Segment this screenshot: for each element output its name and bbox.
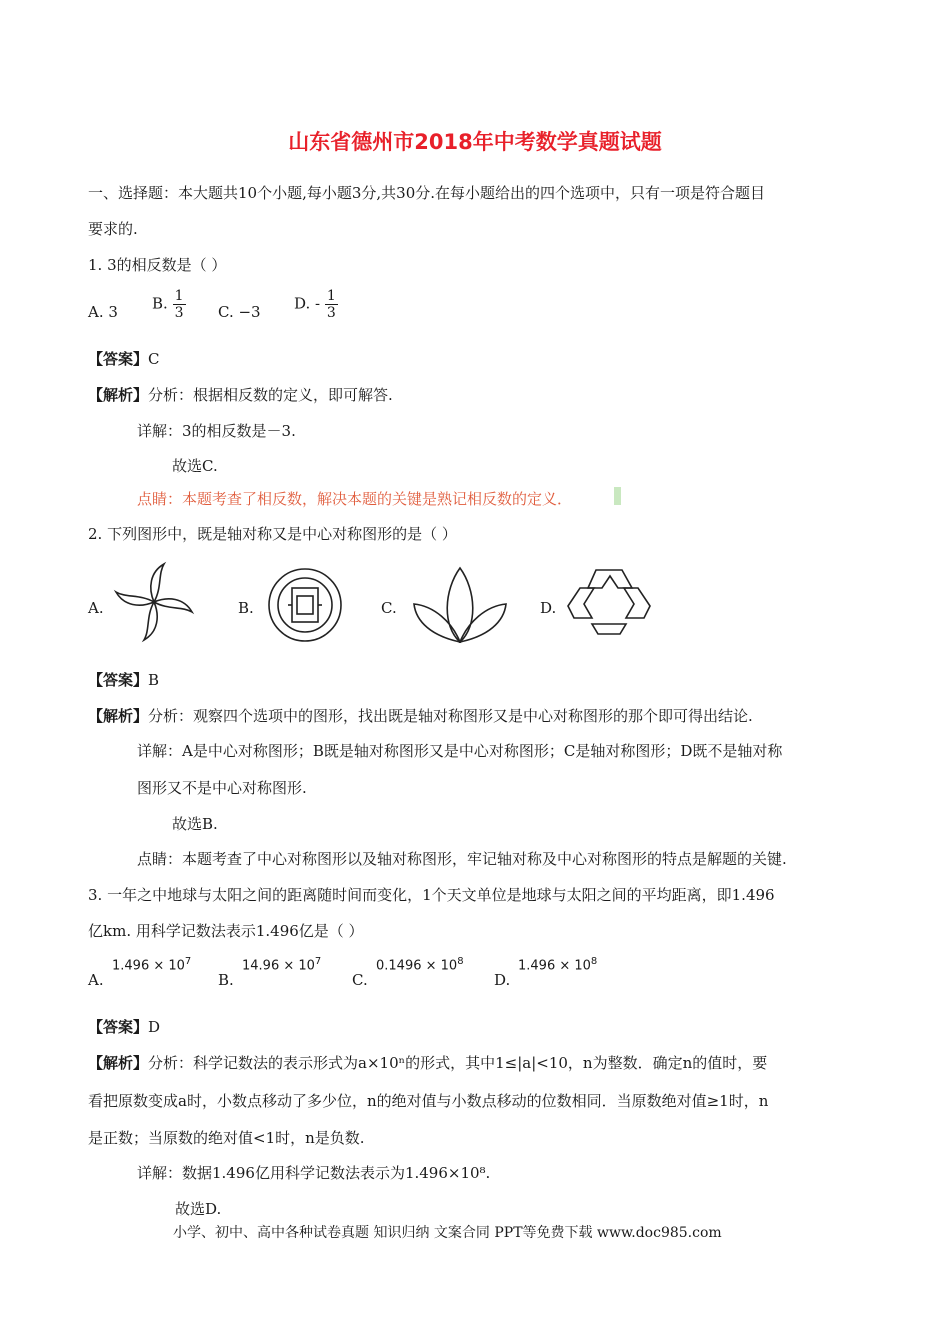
q1-detail: 详解：3的相反数是－3.	[137, 422, 296, 440]
q2-choose: 故选B.	[172, 815, 218, 833]
q1-option-b-label: B.	[152, 294, 168, 313]
q1-option-b	[152, 288, 186, 321]
q1-option-c: C. −3	[218, 303, 261, 321]
q2-analysis-text: 分析：观察四个选项中的图形，找出既是轴对称图形又是中心对称图形的那个即可得出结论.	[148, 707, 753, 725]
lotus-figure	[412, 566, 508, 644]
q1-answer-mark: 【答案】	[88, 350, 149, 368]
section-intro-line-1: 一、选择题：本大题共10个小题,每小题3分,共30分.在每小题给出的四个选项中，只有一项是符合题目	[88, 184, 766, 202]
section-intro-line-2: 要求的.	[88, 220, 138, 238]
q1-option-d-label: D. -	[294, 294, 321, 313]
page-title: 山东省德州市2018年中考数学真题试题	[288, 130, 662, 154]
q3-answer-mark: 【答案】	[88, 1018, 149, 1036]
q3-answer	[88, 1017, 160, 1037]
q1-option-d	[294, 288, 338, 321]
q1-option-a: A. 3	[88, 303, 118, 321]
q3-stem-line-1: 3. 一年之中地球与太阳之间的距离随时间而变化，1个天文单位是地球与太阳之间的平均距离，即1.496	[88, 886, 775, 904]
q3-answer-value: D	[148, 1018, 161, 1036]
q3-option-a-exponent: 7	[184, 956, 192, 967]
q3-option-a-label: A.	[88, 971, 104, 989]
q3-option-b-label: B.	[218, 971, 234, 989]
recycle-figure	[566, 566, 652, 638]
q2-answer-value: B	[148, 671, 160, 689]
ancient-coin-figure	[266, 566, 344, 644]
q3-option-a-base: 1.496 × 10	[112, 958, 185, 974]
q1-option-d-fraction	[325, 288, 338, 321]
q3-analysis-mark: 【解析】	[88, 1054, 149, 1072]
q3-analysis-line-1	[88, 1053, 767, 1073]
q2-answer-mark: 【答案】	[88, 671, 149, 689]
pinwheel-figure	[112, 560, 196, 644]
q3-analysis-text-1: 分析：科学记数法的表示形式为a×10ⁿ的形式，其中1≤|a|<10，n为整数．确定n的值时，要	[148, 1054, 768, 1072]
q1-comment: 点睛：本题考查了相反数，解决本题的关键是熟记相反数的定义．	[137, 490, 573, 508]
q1-stem: 1. 3的相反数是（ ）	[88, 256, 227, 274]
q3-option-c-label: C.	[352, 971, 368, 989]
q2-option-c-label: C.	[381, 599, 397, 617]
q1-analysis-text: 分析：根据相反数的定义，即可解答.	[148, 386, 393, 404]
q2-analysis	[88, 706, 753, 726]
q1-option-b-denominator: 3	[174, 305, 184, 321]
q2-stem: 2. 下列图形中，既是轴对称又是中心对称图形的是（ ）	[88, 525, 457, 543]
q2-comment: 点睛：本题考查了中心对称图形以及轴对称图形，牢记轴对称及中心对称图形的特点是解题的关键.	[137, 850, 787, 868]
q3-analysis-line-2: 看把原数变成a时，小数点移动了多少位，n的绝对值与小数点移动的位数相同．当原数绝对值≥1时，n	[88, 1092, 769, 1110]
q2-detail-line-1: 详解：A是中心对称图形；B既是轴对称图形又是中心对称图形；C是轴对称图形；D既不是轴对称	[137, 742, 783, 760]
q3-choose: 故选D.	[175, 1200, 222, 1218]
q1-answer-value: C	[148, 350, 160, 368]
q3-option-c-value	[376, 956, 464, 973]
q2-detail-line-2: 图形又不是中心对称图形.	[137, 779, 307, 797]
q1-option-b-numerator: 1	[174, 288, 184, 304]
q1-option-d-numerator: 1	[326, 288, 336, 304]
q2-option-d-label: D.	[540, 599, 557, 617]
q3-option-d-value	[518, 956, 597, 973]
q1-answer	[88, 349, 160, 369]
q2-analysis-mark: 【解析】	[88, 707, 149, 725]
q2-option-a-label: A.	[88, 599, 104, 617]
q1-analysis	[88, 385, 393, 405]
page-footer: 小学、初中、高中各种试卷真题 知识归纳 文案合同 PPT等免费下载 www.doc985.com	[173, 1225, 722, 1241]
q3-analysis-line-3: 是正数；当原数的绝对值<1时，n是负数.	[88, 1129, 365, 1147]
q2-answer	[88, 670, 159, 690]
q3-detail: 详解：数据1.496亿用科学记数法表示为1.496×10⁸.	[137, 1164, 491, 1182]
q2-option-b-label: B.	[238, 599, 254, 617]
q3-option-b-exponent: 7	[314, 956, 322, 967]
q1-analysis-mark: 【解析】	[88, 386, 149, 404]
q3-option-d-base: 1.496 × 10	[518, 958, 591, 974]
q3-option-d-exponent: 8	[590, 956, 598, 967]
q3-option-d-label: D.	[494, 971, 511, 989]
q3-option-b-base: 14.96 × 10	[242, 958, 315, 974]
q3-option-a-value	[112, 956, 191, 973]
highlight-marker	[614, 487, 621, 505]
q3-option-c-base: 0.1496 × 10	[376, 958, 458, 974]
q3-stem-line-2: 亿km. 用科学记数法表示1.496亿是（ ）	[88, 922, 364, 940]
q1-option-b-fraction	[173, 288, 186, 321]
q1-choose: 故选C.	[172, 457, 218, 475]
q3-option-b-value	[242, 956, 321, 973]
q3-option-c-exponent: 8	[457, 956, 464, 967]
q1-option-d-denominator: 3	[326, 305, 336, 321]
